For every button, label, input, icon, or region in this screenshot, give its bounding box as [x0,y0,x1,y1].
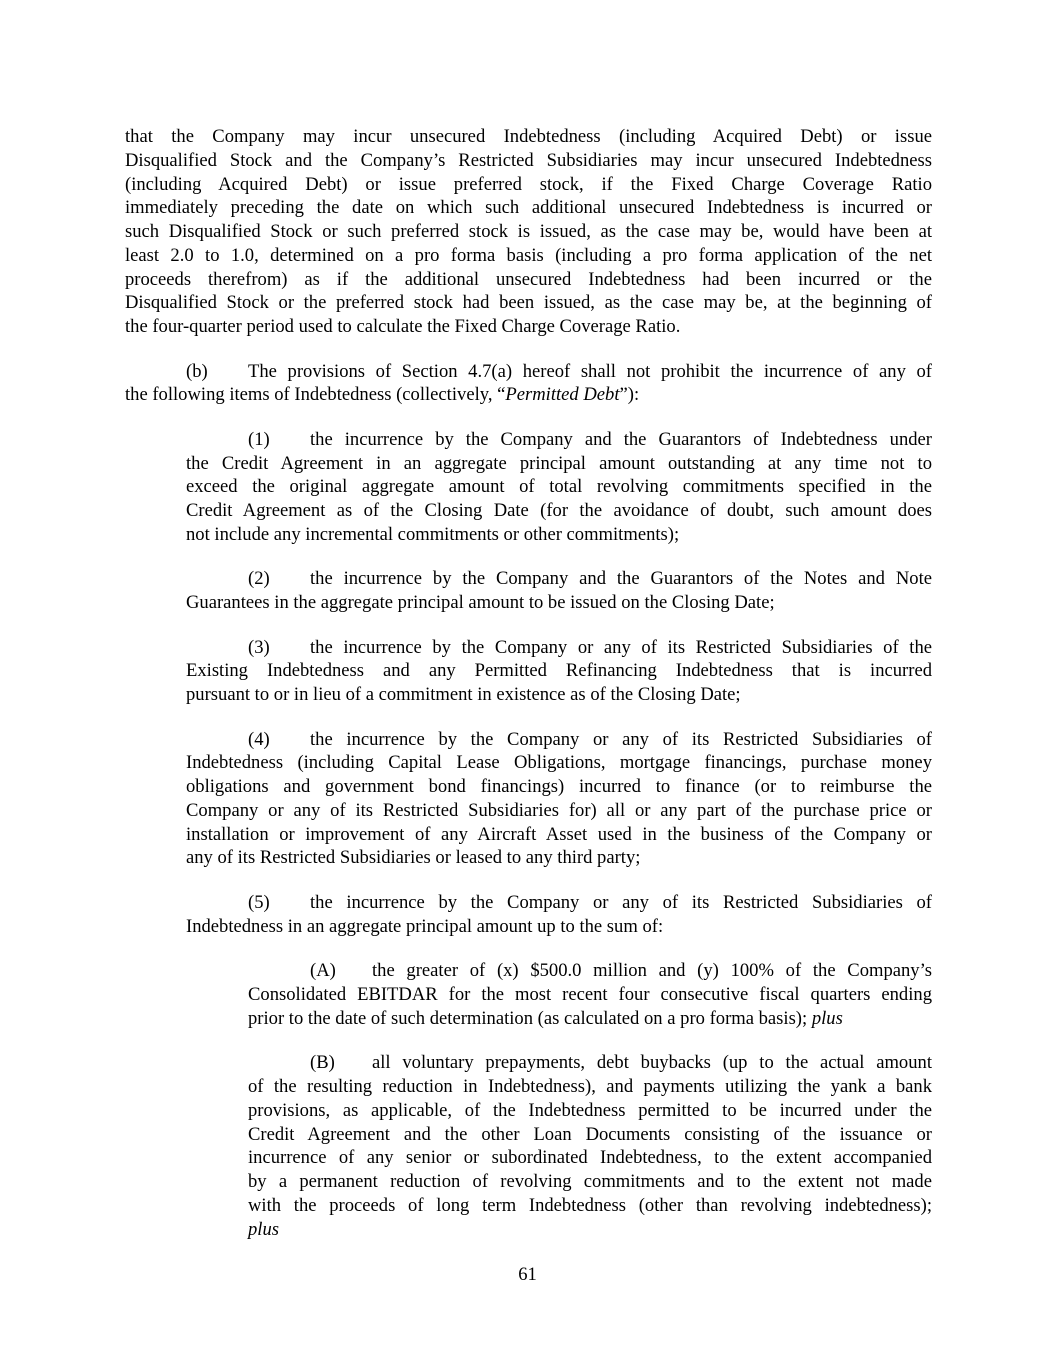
clause-4 [125,728,932,871]
clause-label: (4) [248,728,270,750]
text-line [125,891,932,915]
line-text: any of its Restricted Subsidiaries or leased to any third party; [186,847,641,869]
line-text: the incurrence by the Company or any of its Restricted Subsidiaries of [310,728,932,750]
line-text: with the proceeds of long term Indebtedness (other than revolving indebtedness); [248,1194,932,1216]
line-text: ”): [619,384,640,406]
text-line [125,268,932,292]
line-text: all voluntary prepayments, debt buybacks (up to the actual amount [372,1052,932,1074]
text-line [125,499,932,523]
text-line [125,125,932,149]
line-text: prior to the date of such determination (as calculated on a pro forma basis); [248,1007,812,1029]
text-line [125,428,932,452]
text-line [125,1146,932,1170]
line-text: obligations and government bond financings) incurred to finance (or to reimburse the [186,776,932,798]
text-line [125,1099,932,1123]
text-line [125,728,932,752]
clause-b [125,360,932,408]
text-line [125,823,932,847]
text-line [125,1170,932,1194]
text-line [125,523,932,547]
text-line [125,591,932,615]
line-text: Indebtedness in an aggregate principal amount up to the sum of: [186,915,664,937]
text-line [125,1194,932,1218]
line-text: the incurrence by the Company or any of its Restricted Subsidiaries of the [310,636,932,658]
clause-label: (3) [248,636,270,658]
text-line [125,220,932,244]
text-line [125,244,932,268]
line-text: Company or any of its Restricted Subsidiaries for) all or any part of the purchase price or [186,799,932,821]
line-text: the incurrence by the Company and the Guarantors of Indebtedness under [310,428,932,450]
text-line [125,959,932,983]
text-line [125,452,932,476]
italic-term: Permitted Debt [505,384,620,406]
line-text: the incurrence by the Company or any of its Restricted Subsidiaries of [310,892,932,914]
clause-label: (5) [248,892,270,914]
line-text: Credit Agreement and the other Loan Documents consisting of the issuance or [248,1123,932,1145]
clause-2 [125,567,932,615]
text-line [125,751,932,775]
text-line [125,1051,932,1075]
line-text: the greater of (x) $500.0 million and (y) 100% of the Company’s [372,960,932,982]
text-line [125,315,932,339]
text-line [125,846,932,870]
text-line [125,567,932,591]
italic-term: plus [811,1007,843,1029]
text-line [125,149,932,173]
line-text: pursuant to or in lieu of a commitment in existence as of the Closing Date; [186,684,741,706]
line-text: proceeds therefrom) as if the additional unsecured Indebtedness had been incurred or the [125,268,932,290]
italic-term: plus [248,1218,279,1240]
clause-3 [125,636,932,707]
text-line [125,799,932,823]
clause-b [125,1051,932,1241]
text-line [125,636,932,660]
clause-a [125,959,932,1030]
text-line [125,1007,932,1031]
clause-label: (1) [248,428,270,450]
clause-label: (B) [310,1052,335,1074]
line-text: the four-quarter period used to calculate the Fixed Charge Coverage Ratio. [125,316,681,337]
clause-label: (A) [310,960,336,982]
line-text: Existing Indebtedness and any Permitted Refinancing Indebtedness that is incurred [186,660,932,682]
text-line [125,383,932,407]
clause-label: (2) [248,568,270,590]
line-text: that the Company may incur unsecured Indebtedness (including Acquired Debt) or issue [125,126,932,147]
text-line [125,1218,932,1242]
paragraph [125,125,932,339]
line-text: immediately preceding the date on which such additional unsecured Indebtedness is incurred or [125,197,932,219]
text-line [125,291,932,315]
line-text: of the resulting reduction in Indebtedness), and payments utilizing the yank a bank [248,1076,932,1098]
text-line [125,173,932,197]
line-text: Guarantees in the aggregate principal amount to be issued on the Closing Date; [186,592,775,614]
line-text: Credit Agreement as of the Closing Date (for the avoidance of doubt, such amount does [186,500,932,522]
line-text: such Disqualified Stock or such preferred stock is issued, as the case may be, would have been at [125,221,932,242]
clause-label: (b) [186,360,208,382]
text-line [125,360,932,384]
line-text: Disqualified Stock or the preferred stock had been issued, as the case may be, at the beginning of [125,292,932,314]
line-text: the following items of Indebtedness (collectively, “ [125,384,506,406]
clause-5 [125,891,932,939]
document-body [125,125,932,1262]
line-text: Consolidated EBITDAR for the most recent four consecutive fiscal quarters ending [248,984,932,1006]
text-line [125,683,932,707]
line-text: installation or improvement of any Aircraft Asset used in the business of the Company or [186,823,932,845]
line-text: exceed the original aggregate amount of total revolving commitments specified in the [186,476,932,498]
text-line [125,775,932,799]
page-number: 61 [518,1264,537,1285]
line-text: not include any incremental commitments or other commitments); [186,523,680,545]
text-line [125,196,932,220]
text-line [125,659,932,683]
line-text: the Credit Agreement in an aggregate principal amount outstanding at any time not to [186,452,932,474]
line-text: The provisions of Section 4.7(a) hereof shall not prohibit the incurrence of any of [248,360,932,382]
line-text: incurrence of any senior or subordinated Indebtedness, to the extent accompanied [248,1147,932,1169]
line-text: (including Acquired Debt) or issue preferred stock, if the Fixed Charge Coverage Ratio [125,173,932,195]
clause-1 [125,428,932,547]
line-text: Indebtedness (including Capital Lease Obligations, mortgage financings, purchase money [186,752,932,774]
text-line [125,915,932,939]
text-line [125,475,932,499]
text-line [125,1075,932,1099]
text-line [125,983,932,1007]
line-text: least 2.0 to 1.0, determined on a pro forma basis (including a pro forma application of the net [125,244,932,266]
line-text: the incurrence by the Company and the Guarantors of the Notes and Note [310,568,932,590]
line-text: by a permanent reduction of revolving commitments and to the extent not made [248,1171,932,1193]
text-line [125,1123,932,1147]
line-text: Disqualified Stock and the Company’s Restricted Subsidiaries may incur unsecured Indebtedness [125,149,932,171]
line-text: provisions, as applicable, of the Indebtedness permitted to be incurred under the [248,1099,932,1121]
